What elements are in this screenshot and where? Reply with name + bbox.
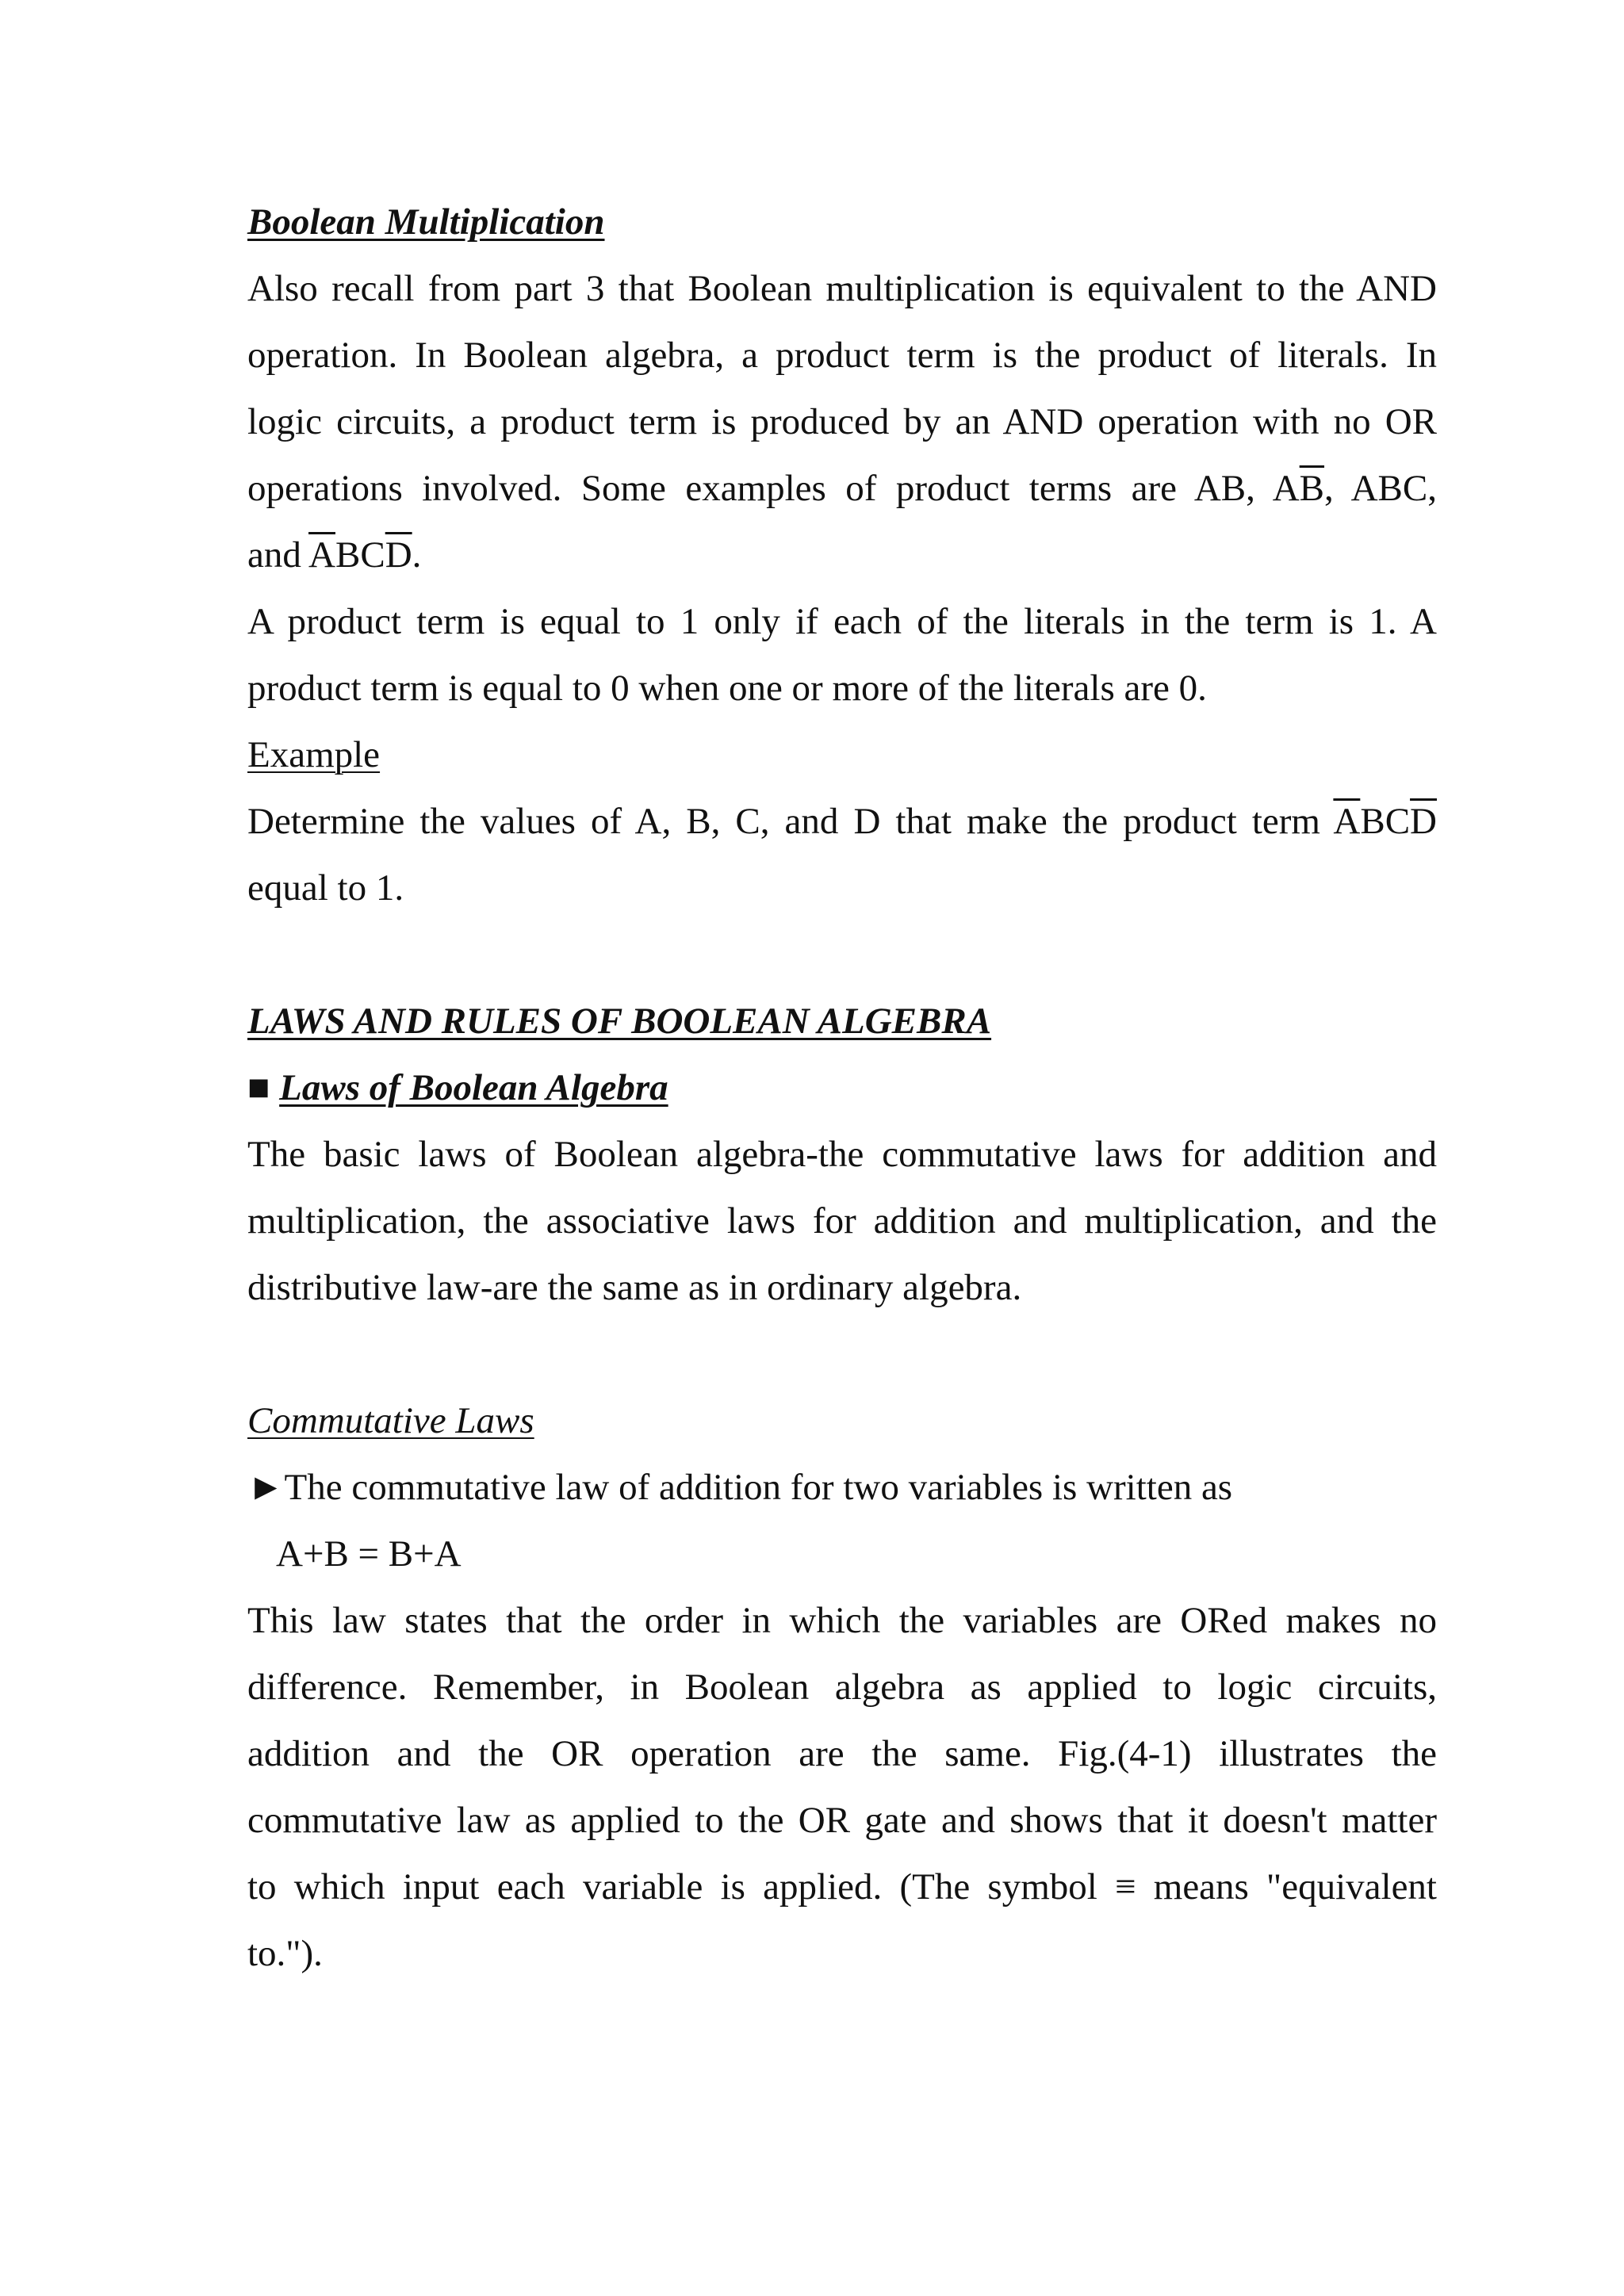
paragraph-line: product term is equal to 0 when one or more of the literals are 0.: [247, 668, 1207, 709]
paragraph-line: to.").: [247, 1933, 323, 1974]
text-run: BC: [335, 534, 385, 576]
paragraph-line: logic circuits, a product term is produced by an AND operation with no OR: [247, 401, 1437, 442]
text-run: Determine the values of A, B, C, and D that make the product term: [247, 801, 1334, 842]
paragraph-line: multiplication, the associative laws for addition and multiplication, and the: [247, 1200, 1437, 1242]
paragraph-line: to which input each variable is applied. (The symbol ≡ means "equivalent: [247, 1866, 1437, 1908]
example-line: equal to 1.: [247, 867, 404, 909]
subsection-heading-commutative: [247, 1387, 1437, 1454]
right-arrow-bullet-icon: ►: [247, 1467, 285, 1508]
spacer: [247, 1321, 1437, 1387]
section-heading-laws-and-rules: [247, 988, 1437, 1054]
complement-literal: $\overline{A}$: [308, 534, 335, 576]
document-page: [247, 189, 1437, 1987]
complement-literal: $\overline{D}$: [385, 534, 412, 576]
paragraph-line: This law states that the order in which the variables are ORed makes no: [247, 1600, 1437, 1641]
square-bullet-icon: ■: [247, 1067, 270, 1108]
example-label-text: Example: [247, 734, 381, 775]
equation: A+B = B+A: [276, 1533, 462, 1575]
text-run: and: [247, 534, 309, 576]
paragraph-line: difference. Remember, in Boolean algebra as applied to logic circuits,: [247, 1667, 1437, 1708]
paragraph-line-product-terms: [247, 455, 1437, 522]
heading-text: LAWS AND RULES OF BOOLEAN ALGEBRA: [247, 1001, 992, 1042]
complement-literal: $\overline{D}$: [1410, 801, 1437, 842]
subheading-text: Laws of Boolean Algebra: [279, 1067, 668, 1108]
heading-text: Boolean Multiplication: [247, 201, 605, 243]
text-run: , ABC,: [1324, 468, 1437, 509]
paragraph-line: commutative law as applied to the OR gate and shows that it doesn't matter: [247, 1800, 1437, 1841]
complement-literal: $\overline{B}$: [1299, 468, 1325, 509]
paragraph-line: Also recall from part 3 that Boolean multiplication is equivalent to the AND: [247, 268, 1437, 309]
arrow-bullet-line: [247, 1454, 1437, 1521]
paragraph-line-product-terms-end: [247, 522, 1437, 588]
paragraph-line: The basic laws of Boolean algebra-the commutative laws for addition and: [247, 1134, 1437, 1175]
complement-literal: $\overline{A}$: [1333, 801, 1361, 842]
example-line: [247, 788, 1437, 855]
text-run: .: [412, 534, 422, 576]
subheading-text: Commutative Laws: [247, 1400, 534, 1441]
paragraph-line: distributive law-are the same as in ordinary algebra.: [247, 1267, 1022, 1308]
paragraph-line: A product term is equal to 1 only if each of the literals in the term is 1. A: [247, 601, 1437, 642]
example-label: [247, 721, 1437, 788]
paragraph-line: addition and the OR operation are the same. Fig.(4-1) illustrates the: [247, 1733, 1437, 1774]
subsection-heading-laws: [247, 1054, 1437, 1121]
text-run: BC: [1360, 801, 1411, 842]
spacer: [247, 921, 1437, 988]
text-run: operations involved. Some examples of product terms are AB, A: [247, 468, 1300, 509]
section-heading-boolean-multiplication: [247, 189, 1437, 255]
text-run: The commutative law of addition for two variables is written as: [284, 1467, 1233, 1508]
paragraph-line: operation. In Boolean algebra, a product term is the product of literals. In: [247, 335, 1437, 376]
